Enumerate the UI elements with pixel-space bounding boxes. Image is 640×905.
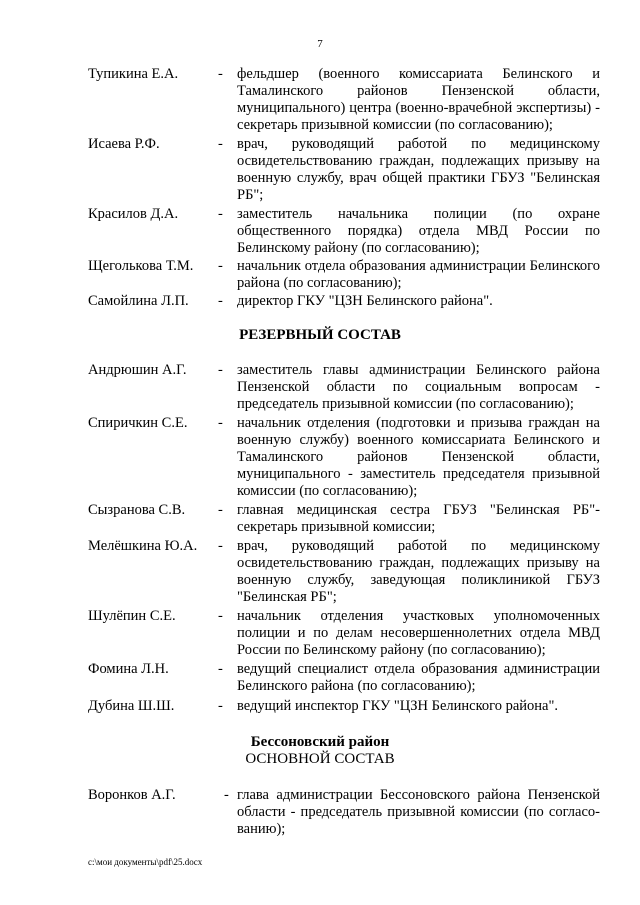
member-dash: - xyxy=(218,661,223,677)
member-name: Андрюшин А.Г. xyxy=(88,362,187,378)
member-dash: - xyxy=(218,66,223,82)
page-number: 7 xyxy=(317,38,323,50)
member-dash: - xyxy=(218,258,223,274)
member-dash: - xyxy=(218,415,223,431)
member-row xyxy=(88,293,600,310)
member-row xyxy=(88,258,600,292)
member-row xyxy=(88,136,600,204)
member-dash: - xyxy=(218,136,223,152)
member-name: Фомина Л.Н. xyxy=(88,661,169,677)
member-description: начальник отделения (подготовки и призыва граждан на военную службу) военного комиссариата Белинского и Тамалинского районов Пензенской области, муниципального - заместитель председателя призывной комиссии (по согласованию); xyxy=(237,415,600,499)
member-dash: - xyxy=(218,538,223,554)
member-row xyxy=(88,608,600,659)
member-name: Красилов Д.А. xyxy=(88,206,179,222)
member-name: Самойлина Л.П. xyxy=(88,293,189,309)
member-description: врач, руководящий работой по медицинскому освидетельствованию граждан, подлежащих призыву на военную службу, врач общей практики ГБУЗ "Белинская РБ"; xyxy=(237,136,600,203)
member-description: врач, руководящий работой по медицинскому освидетельствованию граждан, подлежащих призыву на военную службу, заведующая поликлиникой ГБУЗ "Белинская РБ"; xyxy=(237,538,600,605)
member-row xyxy=(88,66,600,134)
member-dash: - xyxy=(218,293,223,309)
member-description: главная медицинская сестра ГБУЗ "Белинская РБ"-секретарь призывной комиссии; xyxy=(237,502,600,535)
reserve-heading: РЕЗЕРВНЫЙ СОСТАВ xyxy=(239,327,401,343)
member-description: ведущий специалист отдела образования администрации Белинского района (по согласованию); xyxy=(237,661,600,694)
member-dash: - xyxy=(218,362,223,378)
member-name: Спиричкин С.Е. xyxy=(88,415,188,431)
district-heading: Бессоновский район xyxy=(250,734,390,750)
file-path-footer: c:\мои документы\pdf\25.docx xyxy=(88,857,203,867)
member-row xyxy=(88,698,600,715)
member-description: фельдшер (военного комиссариата Белинского и Тамалинского районов Пензенской области, муниципального) центра (военно-врачебной экспертизы) - секретарь призывной комиссии (по согласованию); xyxy=(237,66,600,133)
member-name: Мелёшкина Ю.А. xyxy=(88,538,198,554)
member-name: Исаева Р.Ф. xyxy=(88,136,160,152)
member-row xyxy=(88,502,600,536)
member-name: Щеголькова Т.М. xyxy=(88,258,194,274)
member-row xyxy=(88,787,600,838)
member-name: Шулёпин С.Е. xyxy=(88,608,176,624)
member-name: Тупикина Е.А. xyxy=(88,66,179,82)
member-description: начальник отделения участковых уполномоченных полиции и по делам несовершеннолетних отдела МВД России по Белинскому району (по согласованию); xyxy=(237,608,600,658)
member-description: заместитель главы администрации Белинского района Пензенской области по социальным вопросам - председатель призывной комиссии (по согласованию); xyxy=(237,362,600,412)
member-description: глава администрации Бессоновского района Пензенской области - председатель призывной комиссии (по согласо-ванию); xyxy=(237,787,600,837)
district-subheading: ОСНОВНОЙ СОСТАВ xyxy=(245,751,395,767)
member-dash: - xyxy=(218,608,223,624)
member-name: Дубина Ш.Ш. xyxy=(88,698,175,714)
member-name: Воронков А.Г. xyxy=(88,787,176,803)
member-description: ведущий инспектор ГКУ "ЦЗН Белинского района". xyxy=(237,698,559,714)
member-description: начальник отдела образования администрации Белинского района (по согласованию); xyxy=(237,258,600,291)
member-dash: - xyxy=(218,502,223,518)
member-row xyxy=(88,661,600,695)
member-row xyxy=(88,415,600,500)
member-dash: - xyxy=(218,206,223,222)
member-description: директор ГКУ "ЦЗН Белинского района". xyxy=(237,293,493,309)
member-row xyxy=(88,206,600,257)
member-dash: - xyxy=(218,698,223,714)
member-description: заместитель начальника полиции (по охране общественного порядка) отдела МВД России по Белинскому району (по согласованию); xyxy=(237,206,600,256)
member-name: Сызранова С.В. xyxy=(88,502,186,518)
member-row xyxy=(88,538,600,606)
member-dash: - xyxy=(224,787,229,803)
member-row xyxy=(88,362,600,413)
